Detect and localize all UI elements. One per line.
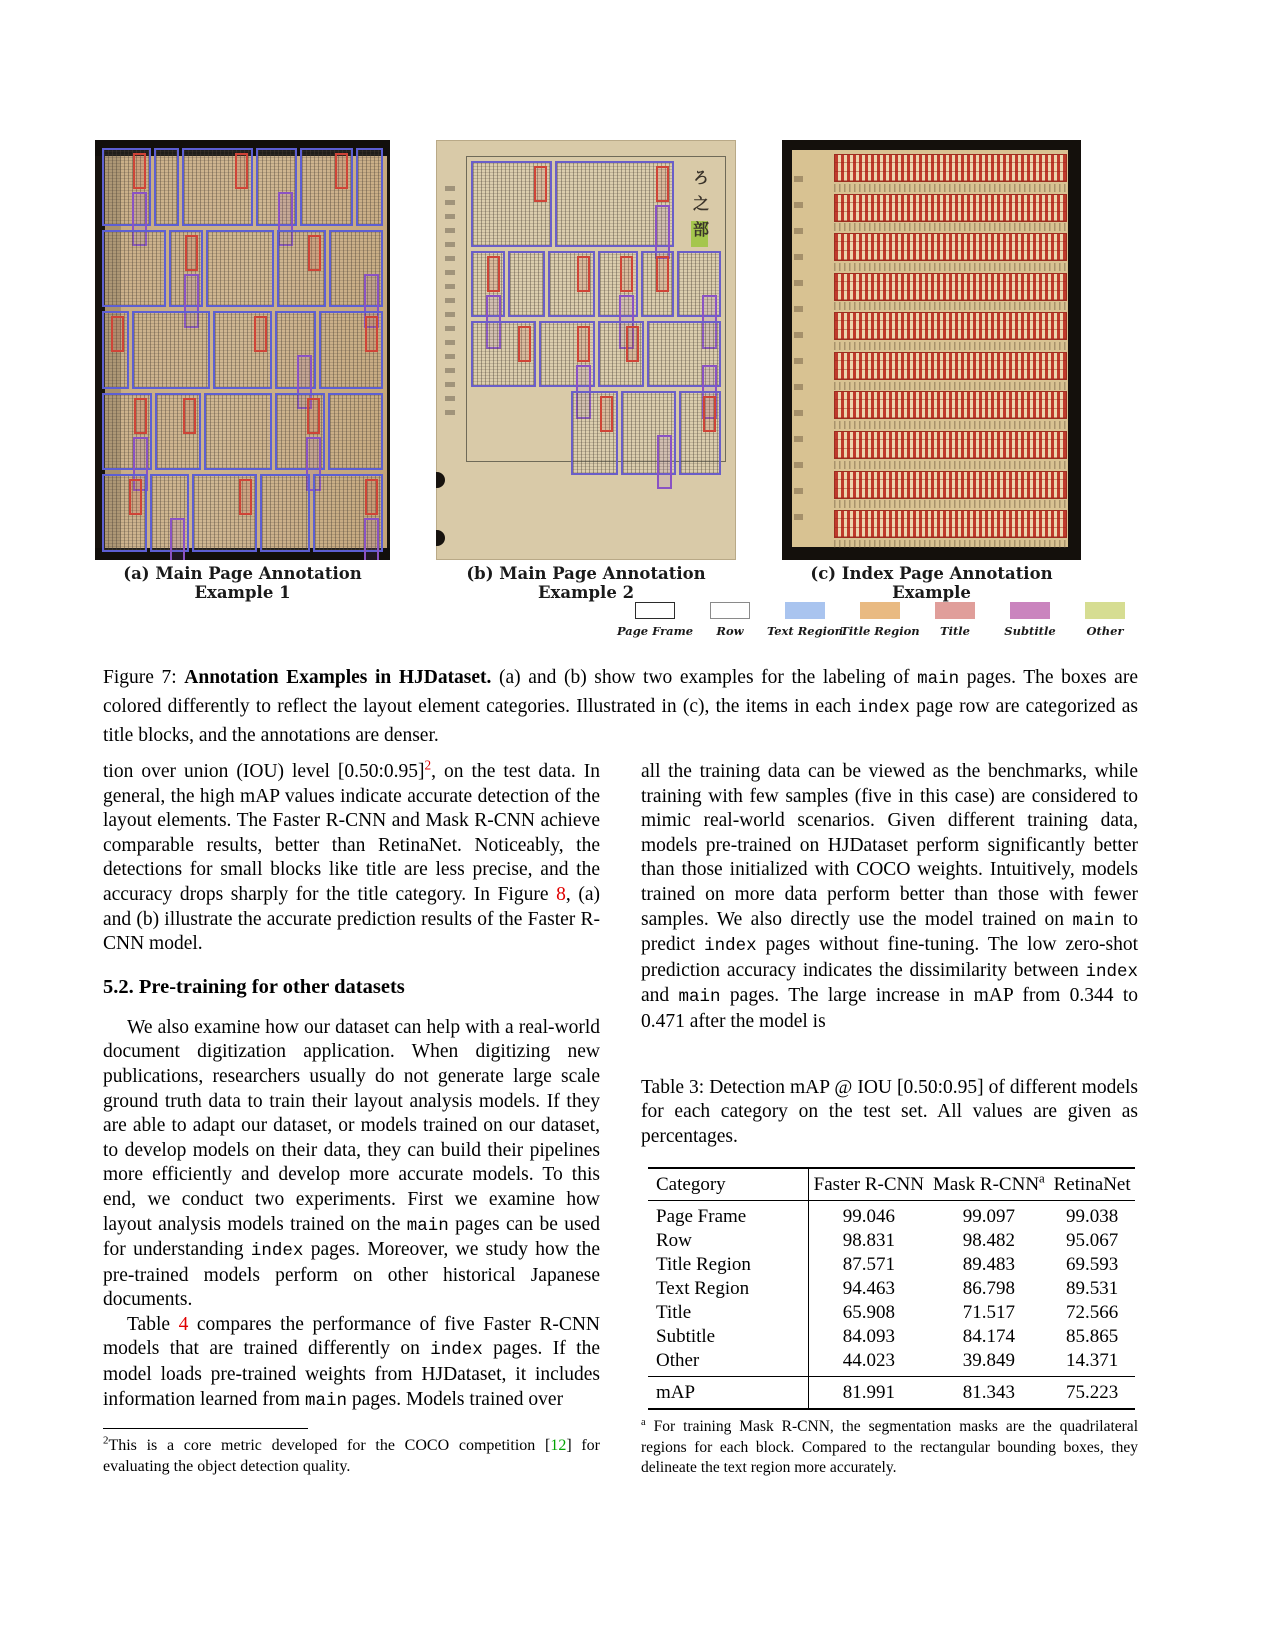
- text-region-annotation: [132, 311, 210, 389]
- subcaption-b: (b) Main Page Annotation Example 2: [466, 564, 706, 602]
- text-region-annotation: [328, 393, 383, 471]
- text-segment: tion over union (IOU) level [0.50:0.95]: [103, 761, 425, 782]
- text-region-annotation: [313, 474, 383, 552]
- title-annotation: [133, 153, 146, 189]
- legend-swatch: [635, 602, 675, 619]
- index-row-separator: [834, 540, 1067, 548]
- text-segment: pages. Moreover, we study how the pre-trained models perform on other historical Japanese documents.: [103, 1239, 601, 1311]
- title-annotation: [185, 235, 198, 271]
- title-annotation: [656, 256, 669, 292]
- text-segment: 2: [103, 1434, 109, 1447]
- text-segment: to predict: [641, 908, 1139, 956]
- index-row-band: [834, 391, 1067, 419]
- table3: [641, 1167, 1138, 1410]
- margin-text: [794, 176, 803, 520]
- table-cell: 84.093: [842, 1326, 895, 1348]
- row-annotation: [102, 230, 383, 308]
- index-row-separator: [834, 382, 1067, 390]
- table-row: [648, 1253, 1135, 1277]
- table-cell: Subtitle: [648, 1325, 809, 1349]
- text-region-annotation: [275, 311, 316, 389]
- text-segment: This is a core metric developed for the COCO competition [: [108, 1437, 551, 1455]
- text-region-annotation: [260, 474, 310, 552]
- figure7-panel-a-image: [95, 140, 390, 560]
- table-footnote-marker: a: [1039, 1170, 1045, 1186]
- row-annotation: [102, 311, 383, 389]
- header-character: 部: [690, 221, 708, 247]
- text-segment: compares the performance of five Faster R-CNN models that are trained differently on: [103, 1313, 600, 1360]
- index-row-band: [834, 352, 1067, 380]
- title-annotation: [518, 326, 531, 362]
- table-cell: 98.482: [962, 1230, 1015, 1252]
- index-row-separator: [834, 302, 1067, 310]
- title-annotation: [335, 153, 348, 189]
- legend-swatch: [935, 602, 975, 619]
- paragraph: [103, 1016, 600, 1313]
- title-annotation: [254, 316, 267, 352]
- text-region-annotation: [471, 321, 536, 387]
- title-annotation: [239, 479, 252, 515]
- title-annotation: [307, 398, 320, 434]
- table-row: [648, 1277, 1135, 1301]
- text-region-annotation: [206, 230, 275, 308]
- text-segment: a: [641, 1417, 646, 1429]
- text-segment: Figure 7:: [103, 667, 185, 688]
- index-row-band: [834, 312, 1067, 340]
- table-cell: Title: [648, 1301, 809, 1325]
- text-segment: pages. If the model loads pre-trained weights from HJDataset, it includes information learned from: [103, 1338, 600, 1410]
- title-annotation: [534, 166, 547, 202]
- text-segment: main: [917, 669, 960, 689]
- title-annotation: [235, 153, 248, 189]
- title-annotation: [577, 256, 590, 292]
- table-row: [648, 1325, 1135, 1349]
- text-region-annotation: [571, 391, 618, 475]
- title-annotation: [365, 479, 378, 515]
- title-annotation: [626, 326, 639, 362]
- table-cell: 85.865: [1066, 1326, 1119, 1348]
- row-annotation: [471, 161, 721, 247]
- figure7-panels: [95, 140, 1081, 560]
- table-row: [648, 1301, 1135, 1325]
- index-row-separator: [834, 342, 1067, 350]
- legend-label: Title: [940, 624, 970, 638]
- row-annotation: [471, 391, 721, 457]
- text-region-annotation: [679, 391, 721, 475]
- text-region-annotation: [598, 321, 644, 387]
- text-segment: page row are categorized as title blocks, and the annotations are denser.: [103, 696, 1138, 746]
- figure-ref-link[interactable]: 2: [424, 757, 432, 773]
- citation-link[interactable]: 12: [550, 1437, 567, 1455]
- text-region-annotation: [508, 251, 545, 317]
- table-cell: 65.908: [842, 1302, 895, 1324]
- text-segment: pages without fine-tuning. The low zero-shot prediction accuracy indicates the dissimilarity between: [641, 934, 1138, 981]
- figure7-subcaptions: [95, 564, 1081, 602]
- text-segment: pages. Models trained over: [347, 1388, 564, 1410]
- index-row-band: [834, 194, 1067, 222]
- title-annotation: [656, 166, 669, 202]
- text-region-annotation: [555, 161, 674, 247]
- table-cell: 99.038: [1066, 1206, 1119, 1228]
- header-character: 之: [690, 195, 708, 221]
- column-header: RetinaNet: [1049, 1168, 1135, 1201]
- table-cell: 69.593: [1066, 1254, 1119, 1276]
- table-header-row: [648, 1168, 1135, 1201]
- title-annotation: [308, 235, 321, 271]
- index-row-separator: [834, 421, 1067, 429]
- legend-label: Text Region: [766, 624, 844, 638]
- text-segment: and: [641, 985, 679, 1007]
- legend-label: Title Region: [840, 624, 920, 638]
- legend-item-row: [698, 602, 762, 638]
- text-region-annotation: [471, 161, 552, 247]
- index-row-band: [834, 273, 1067, 301]
- table-cell: 39.849: [928, 1349, 1049, 1377]
- title-annotation: [600, 396, 613, 432]
- table-cell: 99.097: [962, 1206, 1015, 1228]
- legend-label: Row: [716, 624, 744, 638]
- legend-swatch: [1085, 602, 1125, 619]
- figure-ref-link[interactable]: 4: [178, 1313, 189, 1335]
- title-annotation: [365, 316, 378, 352]
- table-map-row: [648, 1377, 1135, 1410]
- title-annotation: [129, 479, 142, 515]
- right-column: [641, 760, 1138, 1479]
- index-row-band: [834, 471, 1067, 499]
- table-cell: 94.463: [842, 1278, 895, 1300]
- text-segment: For training Mask R-CNN, the segmentation masks are the quadrilateral regions for each block. Compared to the rectangular bounding boxes, they delineate the text region more accurately.: [641, 1418, 1138, 1477]
- table3-footnote: [641, 1417, 1138, 1479]
- body-columns: [103, 757, 1139, 1479]
- legend-item-title-region: [840, 602, 920, 638]
- table-cell: 89.483: [962, 1254, 1015, 1276]
- table-cell: Other: [648, 1349, 809, 1377]
- index-row-band: [834, 233, 1067, 261]
- paragraph: [103, 1313, 600, 1413]
- figure7-legend: [616, 602, 1137, 638]
- text-segment: pages can be used for understanding: [103, 1213, 600, 1261]
- row-annotation: [102, 474, 383, 552]
- text-segment: main: [1072, 910, 1115, 931]
- photo-clip: [436, 472, 445, 488]
- table-cell: 98.831: [842, 1230, 895, 1252]
- text-region-annotation: [182, 148, 254, 226]
- subtitle-annotation: [364, 518, 379, 560]
- text-segment: (a) and (b) show two examples for the labeling of: [491, 667, 918, 688]
- page-header-text: [677, 161, 721, 247]
- paragraph: [641, 760, 1138, 1035]
- table-cell: 95.067: [1066, 1230, 1119, 1252]
- text-region-annotation: [329, 230, 383, 308]
- text-segment: pages. The boxes are colored differently to reflect the layout element categories. Illustrated in (c), the items in each: [103, 667, 1138, 717]
- table-cell: Title Region: [648, 1253, 809, 1277]
- table-cell: Row: [648, 1229, 809, 1253]
- text-region-annotation: [102, 311, 129, 389]
- margin-text: [445, 185, 455, 415]
- text-region-annotation: [150, 474, 190, 552]
- index-row-band: [834, 154, 1067, 182]
- text-region-annotation: [102, 148, 151, 226]
- index-row-separator: [834, 184, 1067, 192]
- text-region-annotation: [256, 148, 296, 226]
- text-segment: , on the test data. In general, the high mAP values indicate accurate detection of the layout elements. The Faster R-CNN and Mask R-CNN achieve comparable results, better than RetinaNet. Noticeably, the detections for small blocks like title are less precise, and the accuracy drops sharply for the title category. In Figure: [103, 761, 600, 905]
- text-segment: Annotation Examples in HJDataset.: [184, 667, 492, 688]
- text-segment: index: [250, 1241, 304, 1262]
- text-region-annotation: [192, 474, 257, 552]
- text-region-annotation: [169, 230, 203, 308]
- legend-swatch: [785, 602, 825, 619]
- table-cell: 86.798: [962, 1278, 1015, 1300]
- text-segment: main: [678, 987, 721, 1008]
- subtitle-annotation: [170, 518, 185, 560]
- paragraph: [103, 757, 600, 957]
- left-column: [103, 757, 601, 1479]
- text-segment: all the training data can be viewed as the benchmarks, while training with few samples (five in this case) are considered to mimic real-world scenarios. Given different training data, models pre-trained on HJDataset perform significantly better than those initialized with COCO weights. Intuitively, models trained on more data perform better than those with fewer samples. We also directly use the model trained on: [641, 761, 1138, 930]
- title-annotation: [134, 398, 147, 434]
- text-segment: main: [304, 1390, 347, 1411]
- figure-ref-link[interactable]: 8: [556, 883, 566, 905]
- table-cell: 87.571: [842, 1254, 895, 1276]
- text-region-annotation: [677, 251, 721, 317]
- subcaption-a: (a) Main Page Annotation Example 1: [123, 564, 362, 602]
- text-segment: index: [704, 936, 757, 957]
- title-annotation: [111, 316, 124, 352]
- table-cell: 99.046: [842, 1206, 895, 1228]
- figure7-panel-c-image: [782, 140, 1081, 560]
- text-segment: index: [430, 1340, 483, 1361]
- text-region-annotation: [641, 251, 675, 317]
- legend-swatch: [710, 602, 750, 619]
- table-row: [648, 1229, 1135, 1253]
- index-row-separator: [834, 263, 1067, 271]
- legend-swatch: [1010, 602, 1050, 619]
- text-segment: ] for evaluating the object detection quality.: [103, 1437, 601, 1475]
- text-region-annotation: [213, 311, 272, 389]
- table-cell: Page Frame: [648, 1201, 809, 1229]
- row-annotation: [102, 393, 383, 471]
- text-region-annotation: [356, 148, 383, 226]
- subtitle-annotation: [657, 435, 672, 489]
- legend-item-title: [923, 602, 987, 638]
- photo-clip: [436, 530, 445, 546]
- table-cell: 81.991: [842, 1382, 895, 1404]
- text-segment: index: [857, 698, 910, 718]
- legend-item-page-frame: [616, 602, 694, 638]
- text-region-annotation: [154, 148, 178, 226]
- index-row-band: [834, 510, 1067, 538]
- text-region-annotation: [471, 251, 505, 317]
- figure7-caption: [103, 664, 1138, 750]
- title-annotation: [183, 398, 196, 434]
- index-row-separator: [834, 461, 1067, 469]
- text-region-annotation: [102, 393, 152, 471]
- text-region-annotation: [102, 230, 166, 308]
- text-region-annotation: [539, 321, 595, 387]
- figure7-panel-b-image: [436, 140, 736, 560]
- legend-label: Other: [1086, 624, 1124, 638]
- column-header: Category: [648, 1168, 809, 1201]
- annotation-rows: [471, 161, 721, 457]
- table-cell: 75.223: [1066, 1382, 1119, 1404]
- legend-swatch: [860, 602, 900, 619]
- text-region-annotation: [155, 393, 201, 471]
- table-cell: Text Region: [648, 1277, 809, 1301]
- text-region-annotation: [102, 474, 147, 552]
- title-annotation: [487, 256, 500, 292]
- row-annotation: [471, 251, 721, 317]
- table-cell: 84.174: [962, 1326, 1015, 1348]
- text-region-annotation: [204, 393, 273, 471]
- header-character: ろ: [690, 169, 708, 195]
- text-segment: index: [1085, 961, 1138, 982]
- table-cell: 72.566: [1066, 1302, 1119, 1324]
- text-region-annotation: [598, 251, 638, 317]
- column-header: Faster R-CNN: [809, 1168, 929, 1201]
- column-header: Mask R-CNN$^a$: [928, 1168, 1049, 1201]
- text-region-annotation: [647, 321, 721, 387]
- index-row-separator: [834, 223, 1067, 231]
- text-segment: Table: [127, 1313, 179, 1335]
- text-region-annotation: [621, 391, 676, 475]
- table3-caption: Table 3: Detection mAP @ IOU [0.50:0.95] of different models for each category on the test set. All values are given as percentages.: [641, 1076, 1138, 1147]
- table-cell: 44.023: [809, 1349, 929, 1377]
- footnote: [103, 1436, 600, 1477]
- legend-item-text-region: [766, 602, 844, 638]
- legend-item-other: [1073, 602, 1137, 638]
- row-annotation: [471, 321, 721, 387]
- title-annotation: [577, 326, 590, 362]
- text-region-annotation: [277, 230, 326, 308]
- table-cell: 71.517: [962, 1302, 1015, 1324]
- text-region-annotation: [275, 393, 325, 471]
- footnote-rule: [103, 1428, 308, 1429]
- index-annotation-bands: [834, 154, 1067, 548]
- table-cell: mAP: [648, 1377, 809, 1410]
- index-row-band: [834, 431, 1067, 459]
- text-region-annotation: [548, 251, 595, 317]
- legend-label: Subtitle: [1004, 624, 1056, 638]
- text-segment: , (a) and (b) illustrate the accurate prediction results of the Faster R-CNN model.: [103, 883, 600, 955]
- row-annotation: [102, 148, 383, 226]
- index-row-separator: [834, 500, 1067, 508]
- title-annotation: [620, 256, 633, 292]
- table-cell: 14.371: [1049, 1349, 1135, 1377]
- table-row: [648, 1201, 1135, 1229]
- title-annotation: [703, 396, 716, 432]
- text-segment: pages. The large increase in mAP from 0.344 to 0.471 after the model is: [641, 985, 1139, 1032]
- table-cell: 89.531: [1066, 1278, 1119, 1300]
- text-segment: main: [406, 1215, 449, 1236]
- subcaption-c: (c) Index Page Annotation Example: [810, 564, 1053, 602]
- text-segment: We also examine how our dataset can help with a real-world document digitization application. When digitizing new publications, researchers usually do not generate large scale ground truth data to train their layout analysis models. If they are able to adapt our dataset, or models trained on our dataset, to develop models on their data, they can build their pipelines more efficiently and develop more accurate models. To this end, we conduct two experiments. First we examine how layout analysis models trained on the: [103, 1016, 600, 1235]
- annotation-rows: [102, 148, 383, 552]
- table-cell: 81.343: [962, 1382, 1015, 1404]
- table-row: [648, 1349, 1135, 1377]
- legend-item-subtitle: [998, 602, 1062, 638]
- section-heading: 5.2. Pre-training for other datasets: [103, 975, 405, 998]
- text-region-annotation: [300, 148, 354, 226]
- text-region-annotation: [319, 311, 383, 389]
- legend-label: Page Frame: [616, 624, 694, 638]
